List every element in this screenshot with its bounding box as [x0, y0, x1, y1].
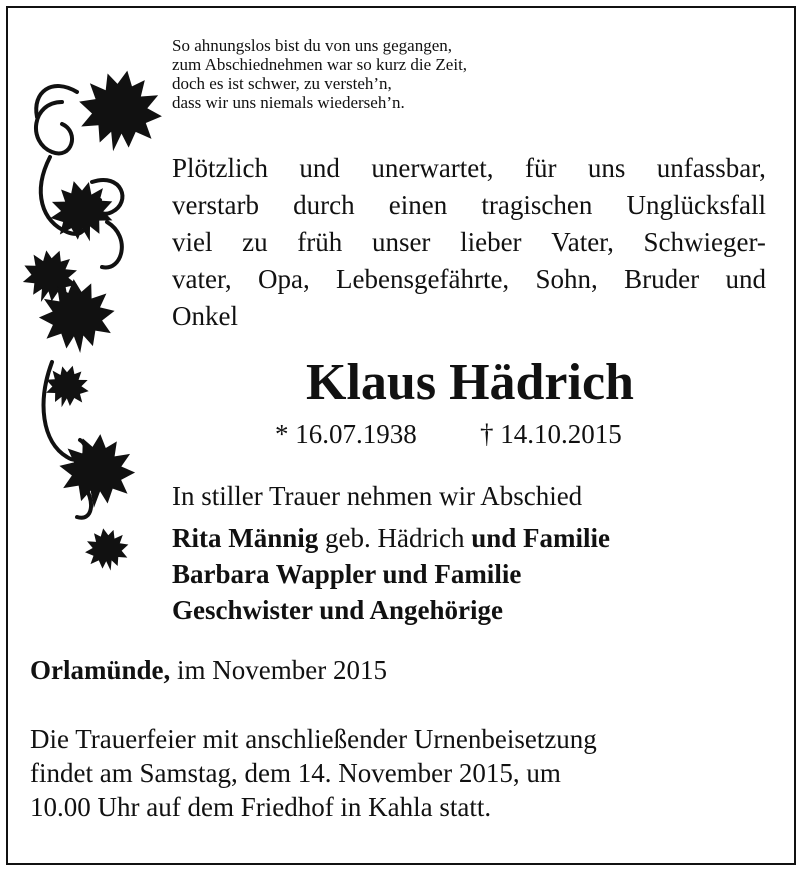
intro-word: einen: [388, 190, 448, 220]
poem-line: dass wir uns niemals wiederseh’n.: [172, 93, 405, 112]
service-line: findet am Samstag, dem 14. November 2015, um: [30, 758, 561, 788]
intro-word: Lebensgefährte,: [336, 264, 510, 294]
intro-word: vater,: [172, 264, 232, 294]
mourner-line: [172, 556, 782, 592]
intro-line: [172, 150, 766, 187]
intro-word: zu: [242, 227, 268, 257]
intro-word: Unglücksfall: [626, 190, 766, 220]
mourner-bold: Barbara Wappler und Familie: [172, 559, 522, 589]
mourner-plain: geb. Hädrich: [318, 523, 472, 553]
mourner-bold: und Familie: [471, 523, 610, 553]
service-line: Die Trauerfeier mit anschließender Urnenbeisetzung: [30, 724, 597, 754]
intro-word: früh: [297, 227, 343, 257]
place-name: Orlamünde,: [30, 655, 171, 685]
deceased-name: Klaus Hädrich: [306, 354, 634, 411]
intro-line: [172, 261, 766, 298]
intro-word: Bruder: [624, 264, 700, 294]
intro-word: tragischen: [481, 190, 593, 220]
intro-word: uns: [587, 153, 626, 183]
intro-word: lieber: [460, 227, 522, 257]
intro-paragraph: [172, 150, 766, 335]
intro-word: Sohn,: [535, 264, 598, 294]
mourner-line: [172, 592, 782, 628]
service-line: 10.00 Uhr auf dem Friedhof in Kahla statt.: [30, 792, 492, 822]
poem-verse: [172, 36, 572, 112]
farewell-line: In stiller Trauer nehmen wir Abschied: [172, 481, 583, 511]
place-date: [30, 652, 730, 688]
mourner-bold: Rita Männig: [172, 523, 319, 553]
poem-line: So ahnungslos bist du von uns gegangen,: [172, 36, 453, 55]
place-month: im November 2015: [170, 655, 387, 685]
intro-word: Vater,: [551, 227, 614, 257]
intro-word: Opa,: [257, 264, 310, 294]
intro-word: für: [524, 153, 557, 183]
death-date: † 14.10.2015: [480, 419, 622, 449]
poem-line: zum Abschiednehmen war so kurz die Zeit,: [172, 55, 468, 74]
birth-date: * 16.07.1938: [275, 419, 417, 449]
mourner-bold: Geschwister und Angehörige: [172, 595, 504, 625]
intro-word: Schwieger-: [643, 227, 766, 257]
poem-line: doch es ist schwer, zu versteh’n,: [172, 74, 392, 93]
mourner-line: [172, 520, 782, 556]
intro-word: verstarb: [172, 190, 259, 220]
intro-word: Plötzlich: [172, 153, 268, 183]
funeral-service-info: [30, 722, 770, 824]
intro-word: unser: [371, 227, 431, 257]
grapevine-leaves-icon: [22, 62, 162, 582]
life-dates: [275, 416, 675, 452]
intro-line: Onkel: [172, 301, 238, 331]
intro-line: [172, 224, 766, 261]
intro-word: viel: [172, 227, 213, 257]
intro-word: und: [299, 153, 340, 183]
intro-line: [172, 187, 766, 224]
intro-word: und: [725, 264, 766, 294]
intro-word: unerwartet,: [371, 153, 494, 183]
intro-word: unfassbar,: [656, 153, 766, 183]
intro-word: durch: [293, 190, 355, 220]
mourners-list: [172, 520, 782, 628]
